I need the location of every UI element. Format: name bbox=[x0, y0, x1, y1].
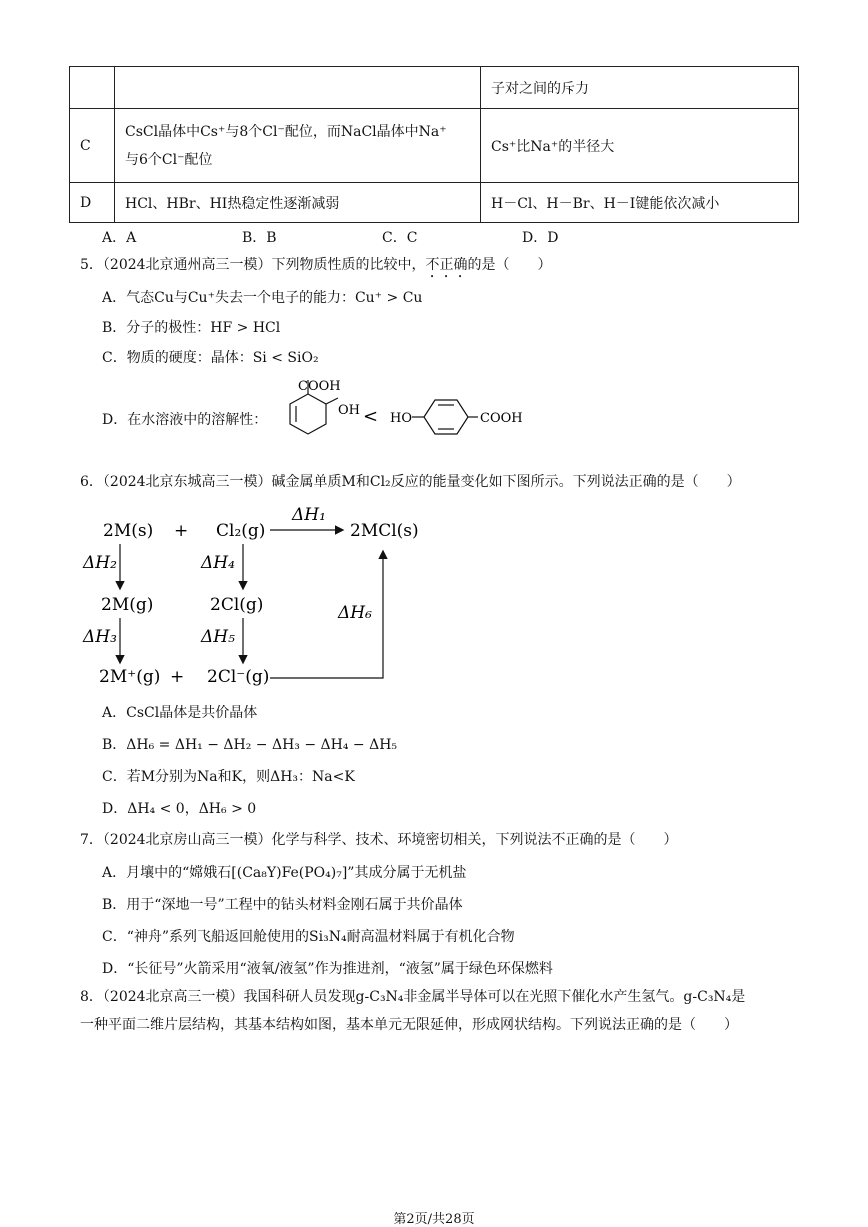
choice-d[interactable]: D．D bbox=[522, 230, 559, 246]
row-right: Cs⁺比Na⁺的半径大 bbox=[481, 109, 799, 183]
row-left-line1: CsCl晶体中Cs⁺与8个Cl⁻配位，而NaCl晶体中Na⁺ bbox=[125, 123, 447, 140]
page-footer: 第2页/共28页 bbox=[393, 1212, 475, 1227]
choice-b[interactable]: B．B bbox=[242, 230, 277, 246]
q5-stem-emph: 不正确 bbox=[425, 257, 468, 273]
dh3-label: ΔH₃ bbox=[83, 627, 117, 647]
cl-ion-gas: 2Cl⁻(g) bbox=[207, 667, 270, 687]
table-row bbox=[70, 109, 799, 183]
q7-option-c[interactable]: C．“神舟”系列飞船返回舱使用的Si₃N₄耐高温材料属于有机化合物 bbox=[102, 929, 515, 945]
q7-option-a[interactable]: A．月壤中的“嫦娥石[(Ca₈Y)Fe(PO₄)₇]”其成分属于无机盐 bbox=[102, 865, 467, 881]
q7-option-b[interactable]: B．用于“深地一号”工程中的钻头材料金刚石属于共价晶体 bbox=[102, 897, 463, 913]
row-label: C bbox=[70, 109, 115, 183]
q7-stem: 7．（2024北京房山高三一模）化学与科学、技术、环境密切相关，下列说法不正确的是（ ） bbox=[80, 832, 678, 848]
reactant-m-solid: 2M(s) bbox=[103, 521, 154, 541]
choice-c[interactable]: C．C bbox=[382, 230, 418, 246]
dh5-label: ΔH₅ bbox=[201, 627, 235, 647]
mol2-cooh-label: COOH bbox=[480, 411, 523, 426]
row-left bbox=[115, 109, 481, 183]
q8-stem-line2: 一种平面二维片层结构，其基本结构如图，基本单元无限延伸，形成网状结构。下列说法正确的是（ ） bbox=[80, 1017, 738, 1033]
q5-option-b[interactable]: B．分子的极性：HF > HCl bbox=[102, 320, 281, 336]
cl-atom-gas: 2Cl(g) bbox=[210, 595, 264, 615]
mol2-ho-label: HO bbox=[390, 411, 412, 426]
reactant-cl2-gas: Cl₂(g) bbox=[216, 521, 266, 541]
q5-stem-post: 的是（ ） bbox=[467, 257, 552, 273]
q6-stem: 6．（2024北京东城高三一模）碱金属单质M和Cl₂反应的能量变化如下图所示。下列说法正确的是（ ） bbox=[80, 474, 741, 490]
q5-option-d-label: D．在水溶液中的溶解性： bbox=[102, 412, 268, 428]
row-right: 子对之间的斥力 bbox=[481, 67, 799, 109]
q4-choices bbox=[102, 227, 702, 247]
q6-option-b[interactable]: B．ΔH₆ = ΔH₁ − ΔH₂ − ΔH₃ − ΔH₄ − ΔH₅ bbox=[102, 737, 398, 753]
options-table bbox=[69, 66, 799, 223]
plus-sign: + bbox=[174, 521, 189, 541]
table-row bbox=[70, 67, 799, 109]
q5-option-a[interactable]: A．气态Cu与Cu⁺失去一个电子的能力：Cu⁺ > Cu bbox=[102, 290, 423, 306]
q5-stem bbox=[80, 253, 800, 281]
energy-cycle-diagram bbox=[80, 500, 420, 695]
dh6-label: ΔH₆ bbox=[338, 603, 372, 623]
q8-stem-line1: 8．（2024北京高三一模）我国科研人员发现g-C₃N₄非金属半导体可以在光照下催化水产生氢气。g-C₃N₄是 bbox=[80, 989, 746, 1005]
dh1-label: ΔH₁ bbox=[292, 505, 326, 525]
row-left-line2: 与6个Cl⁻配位 bbox=[125, 151, 213, 168]
table-row bbox=[70, 183, 799, 223]
row-right: H－Cl、H－Br、H－I键能依次减小 bbox=[481, 183, 799, 223]
q7-option-d[interactable]: D．“长征号”火箭采用“液氧/液氢”作为推进剂，“液氢”属于绿色环保燃料 bbox=[102, 961, 553, 977]
plus-sign-2: + bbox=[170, 667, 185, 687]
molecule-2 bbox=[412, 400, 478, 434]
q5-option-c[interactable]: C．物质的硬度：晶体：Si < SiO₂ bbox=[102, 350, 319, 366]
choice-a[interactable]: A．A bbox=[102, 230, 137, 246]
q5-stem-pre: 5．（2024北京通州高三一模）下列物质性质的比较中， bbox=[80, 257, 426, 273]
q6-option-a[interactable]: A．CsCl晶体是共价晶体 bbox=[102, 705, 258, 721]
row-left: HCl、HBr、HI热稳定性逐渐减弱 bbox=[115, 183, 481, 223]
mol1-cooh-label: COOH bbox=[298, 379, 341, 394]
m-gas: 2M(g) bbox=[101, 595, 154, 615]
dh2-label: ΔH₂ bbox=[83, 553, 117, 573]
q5-compare-sign: < bbox=[363, 406, 379, 427]
row-label: D bbox=[70, 183, 115, 223]
mol1-oh-label: OH bbox=[338, 403, 360, 418]
q5-structures bbox=[260, 378, 540, 458]
row-label bbox=[70, 67, 115, 109]
dh4-label: ΔH₄ bbox=[201, 553, 235, 573]
m-ion-gas: 2M⁺(g) bbox=[99, 667, 161, 687]
product-mcl-solid: 2MCl(s) bbox=[350, 521, 419, 541]
q6-option-d[interactable]: D．ΔH₄ < 0，ΔH₆ > 0 bbox=[102, 801, 257, 817]
q6-option-c[interactable]: C．若M分别为Na和K，则ΔH₃：Na<K bbox=[102, 769, 355, 785]
row-left bbox=[115, 67, 481, 109]
